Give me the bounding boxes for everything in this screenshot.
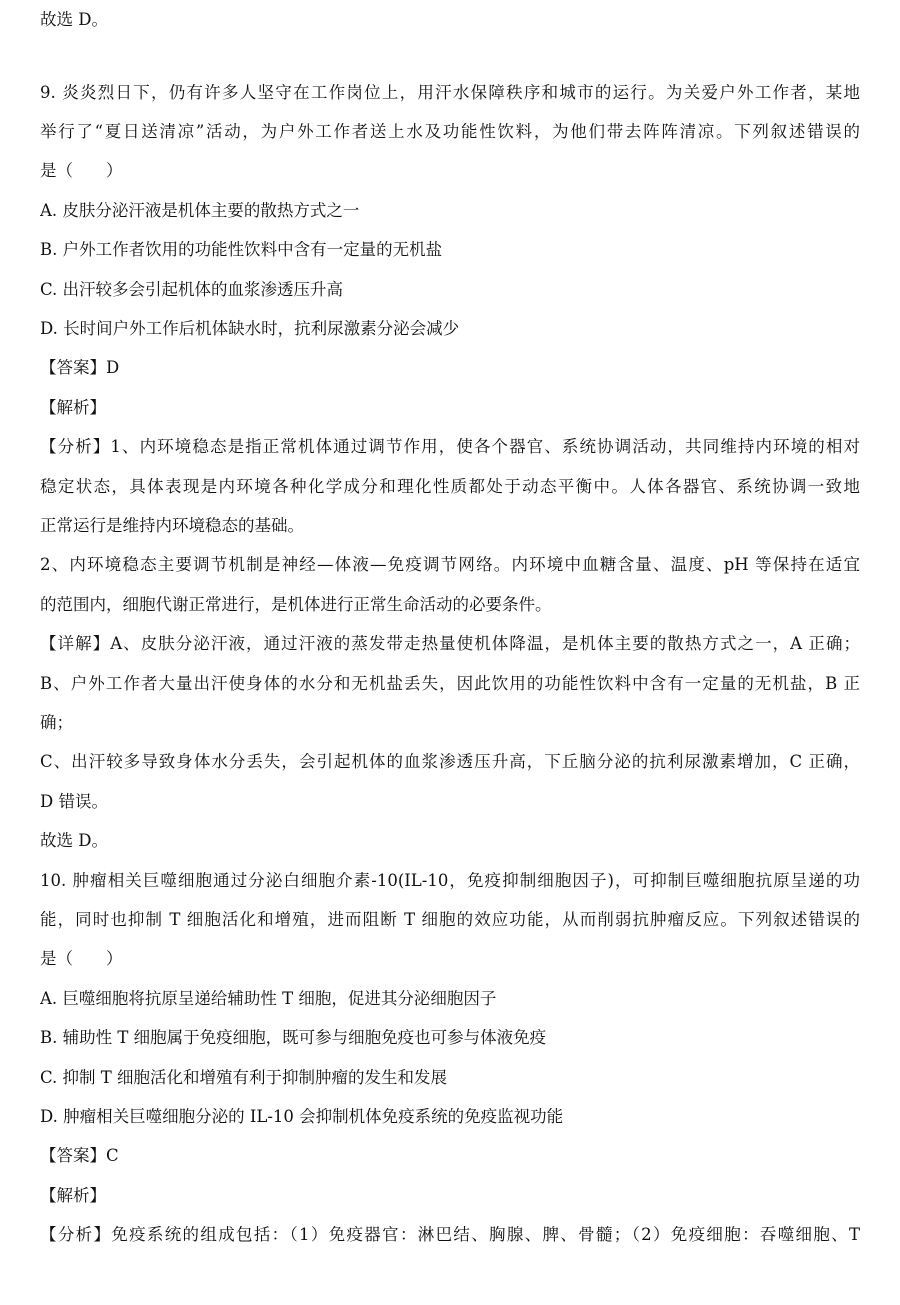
detail-paragraph-line: 【详解】A、皮肤分泌汗液，通过汗液的蒸发带走热量使机体降温，是机体主要的散热方式之一，A 正确； [40,634,860,653]
question-10-stem-line-1: 10. 肿瘤相关巨噬细胞通过分泌白细胞介素-10(IL-10，免疫抑制细胞因子)，可抑制巨噬细胞抗原呈递的功 [40,871,860,890]
question-10-option-d: D. 肿瘤相关巨噬细胞分泌的 IL-10 会抑制机体免疫系统的免疫监视功能 [40,1107,564,1126]
question-10-option-a: A. 巨噬细胞将抗原呈递给辅助性 T 细胞，促进其分泌细胞因子 [40,989,497,1008]
question-9-option-c: C. 出汗较多会引起机体的血浆渗透压升高 [40,280,344,299]
question-10-stem-line-3: 是（ ） [40,949,123,968]
analysis-paragraph-line: 稳定状态，具体表现是内环境各种化学成分和理化性质都处于动态平衡中。人体各器官、系统协调一致地 [40,477,860,496]
question-9-stem-line-1: 9. 炎炎烈日下，仍有许多人坚守在工作岗位上，用汗水保障秩序和城市的运行。为关爱户外工作者，某地 [40,83,860,102]
question-9-option-a: A. 皮肤分泌汗液是机体主要的散热方式之一 [40,201,360,220]
text-line: 故选 D。 [40,831,108,850]
question-9-analysis-heading: 【解析】 [40,398,106,417]
detail-paragraph-line: D 错误。 [40,792,108,811]
question-9-stem-line-3: 是（ ） [40,161,123,180]
question-10-analysis-heading: 【解析】 [40,1186,106,1205]
question-10-stem-line-2: 能，同时也抑制 T 细胞活化和增殖，进而阻断 T 细胞的效应功能，从而削弱抗肿瘤反应。下列叙述错误的 [40,910,860,929]
question-9-stem-line-2: 举行了“夏日送清凉”活动，为户外工作者送上水及功能性饮料，为他们带去阵阵清凉。下列叙述错误的 [40,122,860,141]
analysis-paragraph-line: 【分析】免疫系统的组成包括：（1）免疫器官：淋巴结、胸腺、脾、骨髓；（2）免疫细胞：吞噬细胞、T [40,1225,860,1244]
analysis-paragraph-line: 【分析】1、内环境稳态是指正常机体通过调节作用，使各个器官、系统协调活动，共同维持内环境的相对 [40,437,860,456]
question-9-option-d: D. 长时间户外工作后机体缺水时，抗利尿激素分泌会减少 [40,319,460,338]
analysis-paragraph-line: 正常运行是维持内环境稳态的基础。 [40,516,304,535]
question-10-answer: 【答案】C [40,1146,119,1165]
question-9-answer: 【答案】D [40,358,120,377]
question-10-option-c: C. 抑制 T 细胞活化和增殖有利于抑制肿瘤的发生和发展 [40,1068,448,1087]
text-line: 故选 D。 [40,10,108,29]
analysis-paragraph-line: 2、内环境稳态主要调节机制是神经—体液—免疫调节网络。内环境中血糖含量、温度、pH 等保持在适宜 [40,555,860,574]
question-10-option-b: B. 辅助性 T 细胞属于免疫细胞，既可参与细胞免疫也可参与体液免疫 [40,1028,547,1047]
analysis-paragraph-line: 的范围内，细胞代谢正常进行，是机体进行正常生命活动的必要条件。 [40,595,552,614]
detail-paragraph-line: C、出汗较多导致身体水分丢失，会引起机体的血浆渗透压升高，下丘脑分泌的抗利尿激素增加，C 正确， [40,752,860,771]
detail-paragraph-line: 确； [40,713,73,732]
detail-paragraph-line: B、户外工作者大量出汗使身体的水分和无机盐丢失，因此饮用的功能性饮料中含有一定量的无机盐，B 正 [40,674,860,693]
question-9-option-b: B. 户外工作者饮用的功能性饮料中含有一定量的无机盐 [40,240,443,259]
